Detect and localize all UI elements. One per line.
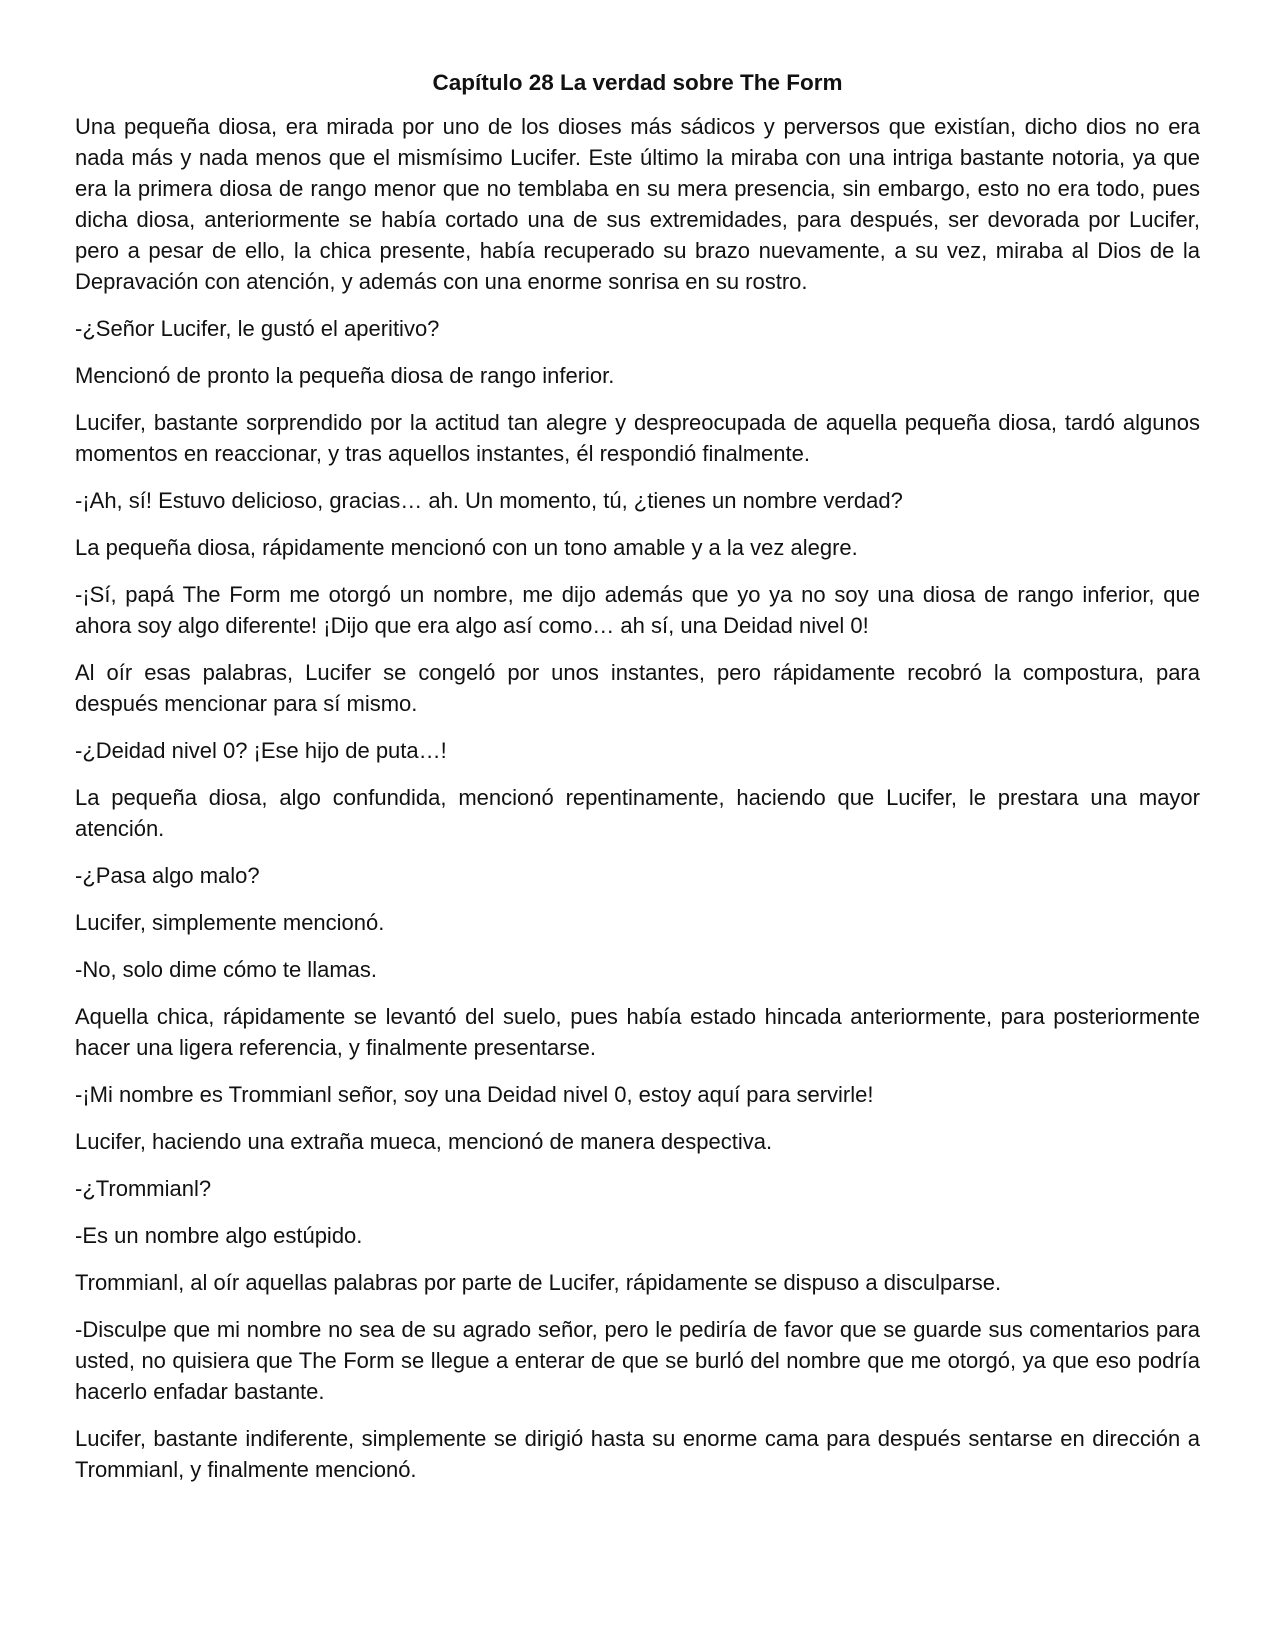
paragraph: -¿Pasa algo malo?: [75, 863, 260, 889]
paragraph: -¿Deidad nivel 0? ¡Ese hijo de puta…!: [75, 738, 447, 764]
paragraph: Lucifer, bastante indiferente, simplemente se dirigió hasta su enorme cama para después sentarse en dirección a Trommianl, y finalmente mencionó.: [75, 1426, 1200, 1483]
paragraph: Lucifer, bastante sorprendido por la actitud tan alegre y despreocupada de aquella pequeña diosa, tardó algunos momentos en reaccionar, y tras aquellos instantes, él respondió finalmente.: [75, 410, 1200, 467]
paragraph: La pequeña diosa, algo confundida, mencionó repentinamente, haciendo que Lucifer, le prestara una mayor atención.: [75, 785, 1200, 842]
paragraph: Aquella chica, rápidamente se levantó del suelo, pues había estado hincada anteriormente, para posteriormente hacer una ligera referencia, y finalmente presentarse.: [75, 1004, 1200, 1061]
paragraph-intro: Una pequeña diosa, era mirada por uno de los dioses más sádicos y perversos que existían, dicho dios no era nada más y nada menos que el mismísimo Lucifer. Este último la miraba con una intriga bastante notoria, ya que era la primera diosa de rango menor que no temblaba en su mera presencia, sin embargo, esto no era todo, pues dicha diosa, anteriormente se había cortado una de sus extremidades, para después, ser devorada por Lucifer, pero a pesar de ello, la chica presente, había recuperado su brazo nuevamente, a su vez, miraba al Dios de la Depravación con atención, y además con una enorme sonrisa en su rostro.: [75, 114, 1200, 295]
paragraph: Trommianl, al oír aquellas palabras por parte de Lucifer, rápidamente se dispuso a disculparse.: [75, 1270, 1002, 1296]
paragraph: Al oír esas palabras, Lucifer se congeló por unos instantes, pero rápidamente recobró la compostura, para después mencionar para sí mismo.: [75, 660, 1200, 717]
paragraph: -Disculpe que mi nombre no sea de su agrado señor, pero le pediría de favor que se guarde sus comentarios para usted, no quisiera que The Form se llegue a enterar de que se burló del nombre que me otorgó, ya que eso podría hacerlo enfadar bastante.: [75, 1317, 1200, 1405]
paragraph: -¡Mi nombre es Trommianl señor, soy una Deidad nivel 0, estoy aquí para servirle!: [75, 1082, 874, 1108]
paragraph: Mencionó de pronto la pequeña diosa de rango inferior.: [75, 363, 615, 389]
paragraph: -No, solo dime cómo te llamas.: [75, 957, 377, 983]
chapter-title: Capítulo 28 La verdad sobre The Form: [432, 70, 843, 95]
paragraph: -¿Trommianl?: [75, 1176, 212, 1202]
paragraph: La pequeña diosa, rápidamente mencionó con un tono amable y a la vez alegre.: [75, 535, 858, 561]
paragraph: Lucifer, simplemente mencionó.: [75, 910, 385, 936]
paragraph: Lucifer, haciendo una extraña mueca, mencionó de manera despectiva.: [75, 1129, 773, 1155]
paragraph: -¡Ah, sí! Estuvo delicioso, gracias… ah. Un momento, tú, ¿tienes un nombre verdad?: [75, 488, 903, 514]
paragraph: -Es un nombre algo estúpido.: [75, 1223, 363, 1249]
paragraph: -¿Señor Lucifer, le gustó el aperitivo?: [75, 316, 440, 342]
document-page: [75, 68, 1200, 1501]
paragraph: -¡Sí, papá The Form me otorgó un nombre, me dijo además que yo ya no soy una diosa de rango inferior, que ahora soy algo diferente! ¡Dijo que era algo así como… ah sí, una Deidad nivel 0!: [75, 582, 1200, 639]
